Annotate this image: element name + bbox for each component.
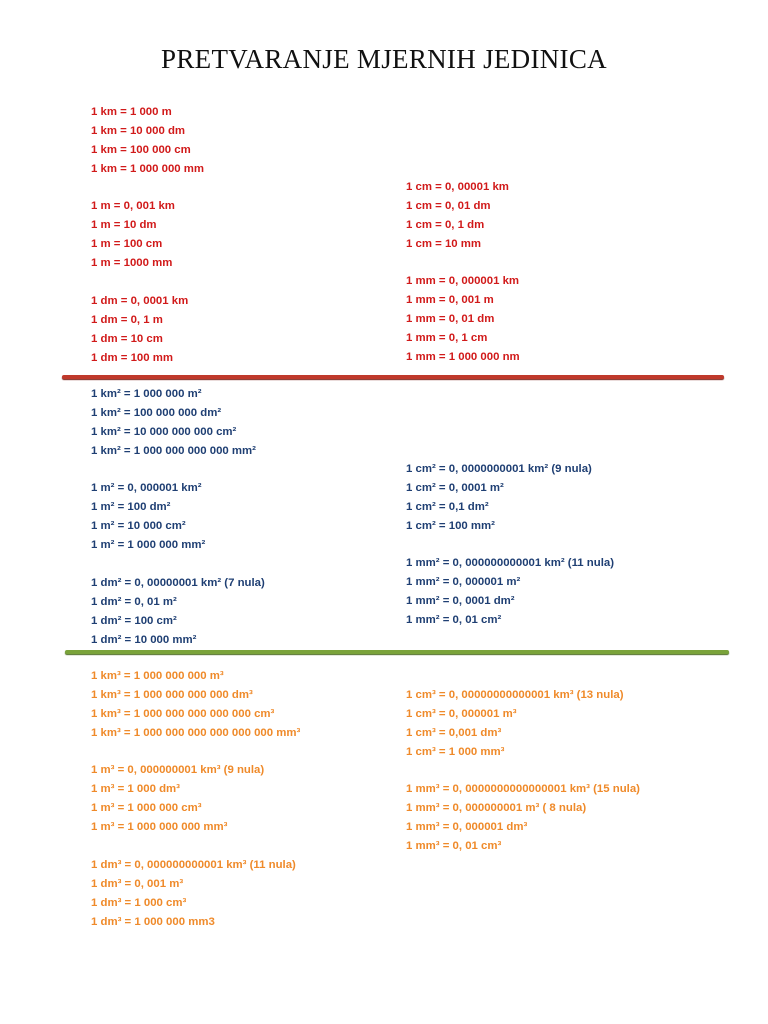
length-line: 1 m = 1000 mm	[91, 257, 173, 270]
area-line: 1 km² = 100 000 000 dm²	[91, 406, 222, 419]
volume-line: 1 km³ = 1 000 000 000 000 dm³	[91, 688, 253, 701]
length-line: 1 km = 1 000 000 mm	[91, 162, 205, 175]
length-line: 1 dm = 0, 0001 km	[91, 294, 189, 307]
area-line: 1 dm² = 10 000 mm²	[91, 633, 197, 646]
area-line: 1 cm² = 0, 0001 m²	[406, 481, 504, 494]
volume-right-list	[406, 686, 640, 856]
volume-line: 1 mm³ = 0, 01 cm³	[406, 840, 502, 853]
spacer	[91, 837, 300, 856]
length-left-list	[91, 103, 204, 367]
length-line: 1 km = 100 000 cm	[91, 143, 191, 156]
spacer	[91, 461, 265, 480]
area-line: 1 cm² = 0,1 dm²	[406, 500, 489, 513]
volume-line: 1 dm³ = 1 000 000 mm3	[91, 915, 215, 928]
area-left-list	[91, 385, 265, 649]
area-line: 1 cm² = 0, 0000000001 km² (9 nula)	[406, 463, 592, 475]
volume-line: 1 mm³ = 0, 0000000000000001 km³ (15 nula)	[406, 783, 640, 796]
volume-line: 1 mm³ = 0, 000000001 m³ ( 8 nula)	[406, 802, 587, 815]
length-line: 1 mm = 0, 000001 km	[406, 275, 520, 288]
spacer	[406, 254, 520, 273]
length-right-list	[406, 178, 520, 367]
area-line: 1 km² = 1 000 000 m²	[91, 388, 202, 400]
area-right-list	[406, 460, 614, 630]
red-divider	[62, 375, 724, 379]
area-line: 1 m² = 0, 000001 km²	[91, 482, 202, 495]
area-line: 1 cm² = 100 mm²	[406, 519, 495, 532]
length-line: 1 dm = 100 mm	[91, 351, 173, 364]
volume-line: 1 m³ = 1 000 000 000 mm³	[91, 821, 228, 834]
length-line: 1 dm = 10 cm	[91, 332, 163, 345]
volume-line: 1 dm³ = 0, 000000000001 km³ (11 nula)	[91, 858, 296, 871]
length-line: 1 m = 100 cm	[91, 238, 163, 251]
volume-line: 1 cm³ = 0, 000001 m³	[406, 707, 517, 720]
spacer	[91, 555, 265, 574]
area-line: 1 km² = 1 000 000 000 000 mm²	[91, 444, 256, 457]
volume-line: 1 km³ = 1 000 000 000 000 000 cm³	[91, 707, 275, 720]
area-line: 1 mm² = 0, 0001 dm²	[406, 595, 515, 608]
area-line: 1 mm² = 0, 000000000001 km² (11 nula)	[406, 557, 615, 570]
spacer	[406, 536, 614, 555]
area-line: 1 m² = 100 dm²	[91, 501, 171, 514]
page-title: PRETVARANJE MJERNIH JEDINICA	[161, 44, 607, 74]
area-line: 1 m² = 10 000 cm²	[91, 520, 186, 533]
volume-line: 1 dm³ = 1 000 cm³	[91, 896, 187, 909]
area-line: 1 dm² = 0, 01 m²	[91, 595, 177, 608]
length-line: 1 mm = 0, 1 cm	[406, 332, 488, 345]
length-line: 1 km = 1 000 m	[91, 106, 172, 118]
length-line: 1 mm = 1 000 000 nm	[406, 351, 520, 364]
volume-line: 1 dm³ = 0, 001 m³	[91, 877, 184, 890]
length-line: 1 mm = 0, 01 dm	[406, 313, 495, 326]
length-line: 1 dm = 0, 1 m	[91, 313, 163, 326]
area-line: 1 dm² = 0, 00000001 km² (7 nula)	[91, 576, 265, 589]
length-line: 1 cm = 10 mm	[406, 237, 482, 250]
volume-line: 1 km³ = 1 000 000 000 000 000 000 mm³	[91, 726, 301, 739]
length-line: 1 mm = 0, 001 m	[406, 294, 494, 307]
spacer	[406, 762, 640, 781]
volume-left-list	[91, 667, 300, 931]
volume-line: 1 cm³ = 0,001 dm³	[406, 726, 502, 739]
length-line: 1 cm = 0, 01 dm	[406, 199, 491, 212]
length-line: 1 km = 10 000 dm	[91, 124, 186, 137]
green-divider	[65, 650, 729, 654]
volume-line: 1 cm³ = 1 000 mm³	[406, 745, 505, 758]
length-line: 1 m = 10 dm	[91, 219, 157, 232]
volume-line: 1 m³ = 1 000 dm³	[91, 783, 180, 796]
volume-line: 1 mm³ = 0, 000001 dm³	[406, 821, 528, 834]
spacer	[91, 273, 204, 292]
spacer	[91, 743, 300, 762]
length-line: 1 cm = 0, 1 dm	[406, 218, 485, 231]
volume-line: 1 cm³ = 0, 00000000000001 km³ (13 nula)	[406, 689, 624, 701]
length-line: 1 cm = 0, 00001 km	[406, 181, 509, 193]
area-line: 1 m² = 1 000 000 mm²	[91, 539, 206, 552]
area-line: 1 km² = 10 000 000 000 cm²	[91, 425, 237, 438]
area-line: 1 mm² = 0, 000001 m²	[406, 576, 521, 589]
spacer	[91, 179, 204, 198]
volume-line: 1 m³ = 0, 000000001 km³ (9 nula)	[91, 764, 265, 777]
volume-line: 1 km³ = 1 000 000 000 m³	[91, 670, 224, 682]
area-line: 1 mm² = 0, 01 cm²	[406, 614, 502, 627]
area-line: 1 dm² = 100 cm²	[91, 614, 177, 627]
length-line: 1 m = 0, 001 km	[91, 200, 175, 213]
volume-line: 1 m³ = 1 000 000 cm³	[91, 802, 202, 815]
